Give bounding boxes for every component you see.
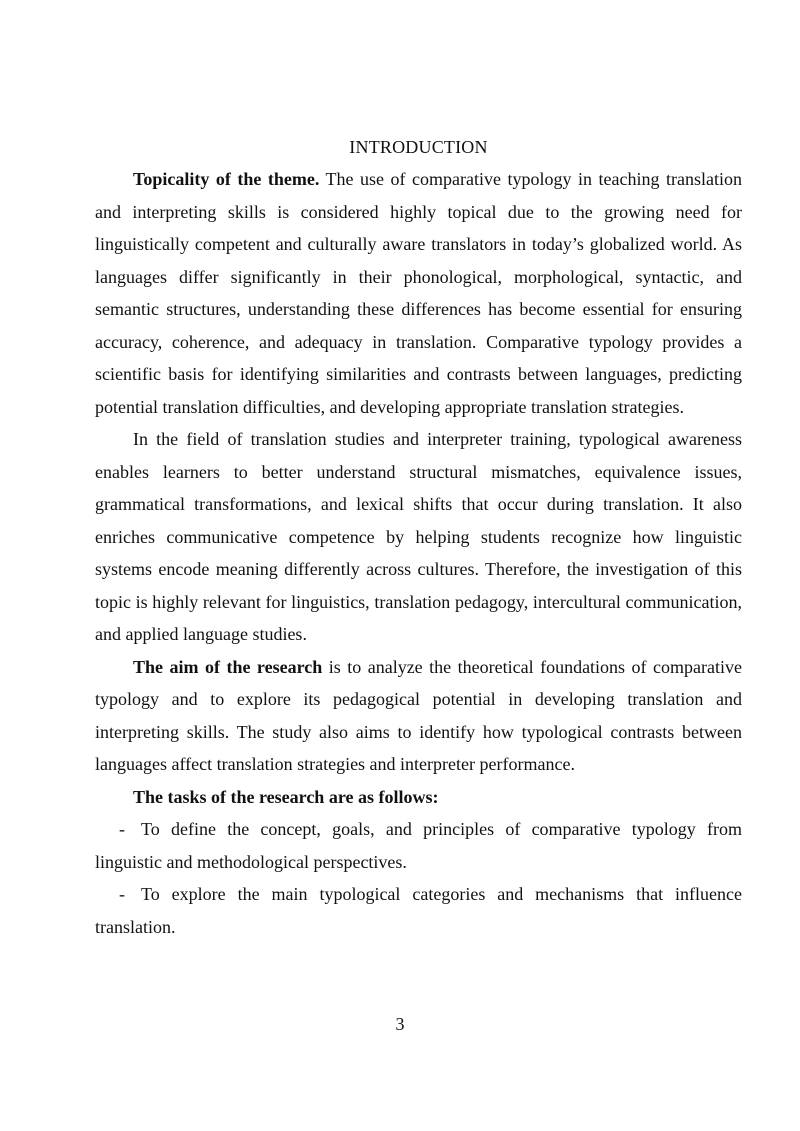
paragraph-aim <box>95 651 742 781</box>
paragraph-translation-studies <box>95 423 742 651</box>
list-item <box>95 878 742 943</box>
page-number: 3 <box>395 1014 405 1034</box>
section-heading: INTRODUCTION <box>349 137 488 157</box>
list-item <box>95 813 742 878</box>
paragraph-text: The use of comparative typology in teaching translation and interpreting skills is considered highly topical due to the growing need for linguistically competent and culturally aware translators in today’s globalized world. As languages differ significantly in their phonological, morphological, syntactic, and semantic structures, understanding these differences has become essential for ensuring accuracy, coherence, and adequacy in translation. Comparative typology provides a scientific basis for identifying similarities and contrasts between languages, predicting potential translation difficulties, and developing appropriate translation strategies. <box>95 169 742 417</box>
paragraph-topicality <box>95 163 742 423</box>
list-bullet: - <box>119 884 125 904</box>
tasks-heading: The tasks of the research are as follows: <box>133 786 439 807</box>
paragraph-text: is to analyze the theoretical foundations of comparative typology and to explore its pedagogical potential in developing translation and interpreting skills. The study also aims to identify how typological contrasts between languages affect translation strategies and interpreter performance. <box>95 656 742 774</box>
list-bullet: - <box>119 819 125 839</box>
paragraph-lead: Topicality of the theme. <box>133 169 320 189</box>
paragraph-text: In the field of translation studies and interpreter training, typological awareness enables learners to better understand structural mismatches, equivalence issues, grammatical transformations, and lexical shifts that occur during translation. It also enriches communicative competence by helping students recognize how linguistic systems encode meaning differently across cultures. Therefore, the investigation of this topic is highly relevant for linguistics, translation pedagogy, intercultural communication, and applied language studies. <box>95 429 742 644</box>
page-content <box>95 134 742 943</box>
paragraph-lead: The aim of the research <box>133 656 323 677</box>
list-item-text: To define the concept, goals, and principles of comparative typology from linguistic and methodological perspectives. <box>95 819 742 872</box>
list-item-text: To explore the main typological categories and mechanisms that influence translation. <box>95 884 742 937</box>
